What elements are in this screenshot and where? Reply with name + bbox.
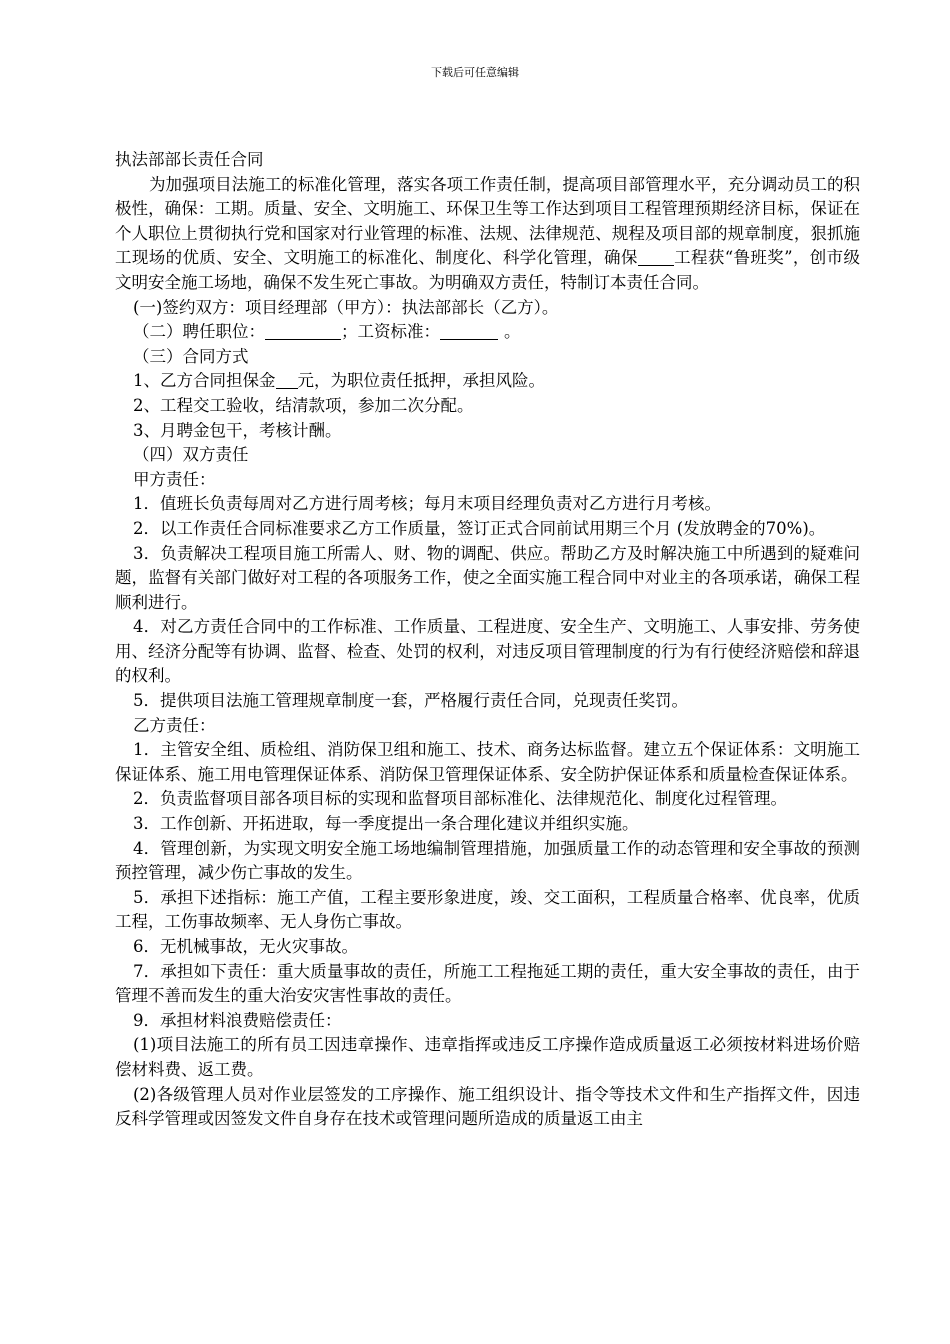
party-b-item-2: 2．负责监督项目部各项目标的实现和监督项目部标准化、法律规范化、制度化过程管理。 bbox=[133, 789, 787, 809]
party-a-item-3: 3．负责解决工程项目施工所需人、财、物的调配、供应。帮助乙方及时解决施工中所遇到的疑难问题，监督有关部门做好对工程的各项服务工作，使之全面实施工程合同中对业主的各项承诺，确保工程顺利进行。 bbox=[115, 543, 860, 612]
party-b-item-6: 6．无机械事故，无火灾事故。 bbox=[133, 937, 358, 956]
intro-paragraph bbox=[115, 173, 860, 296]
section-3-item-1 bbox=[115, 369, 860, 394]
document-title: 执法部部长责任合同 bbox=[115, 150, 264, 169]
section-1-parties: (一)签约双方：项目经理部（甲方）：执法部部长（乙方）。 bbox=[133, 297, 559, 317]
party-b-subitem-1: (1)项目法施工的所有员工因违章操作、违章指挥或违反工序操作造成质量返工必须按材料进场价赔偿材料费、返工费。 bbox=[115, 1035, 860, 1079]
deposit-tail: 元，为职位责任抵押，承担风险。 bbox=[297, 371, 545, 391]
party-a-item-2: 2．以工作责任合同标准要求乙方工作质量，签订正式合同前试用期三个月 (发放聘金的70%)。 bbox=[133, 518, 826, 538]
section-4-heading: （四）双方责任 bbox=[133, 445, 249, 465]
section-3-item-3: 3、月聘金包干，考核计酬。 bbox=[133, 420, 342, 440]
party-b-item-3: 3．工作创新、开拓进取，每一季度提出一条合理化建议并组织实施。 bbox=[133, 814, 639, 834]
party-b-item-1: 1．主管安全组、质检组、消防保卫组和施工、技术、商务达标监督。建立五个保证体系：文明施工保证体系、施工用电管理保证体系、消防保卫管理保证体系、安全防护保证体系和质量检查保证体系。 bbox=[115, 740, 860, 784]
party-a-item-4: 4．对乙方责任合同中的工作标准、工作质量、工程进度、安全生产、文明施工、人事安排、劳务使用、经济分配等有协调、监督、检查、处罚的权利，对违反项目管理制度的行为有行使经济赔偿和辞退的权利。 bbox=[115, 617, 860, 686]
project-name-blank bbox=[638, 249, 674, 266]
party-b-item-4: 4．管理创新，为实现文明安全施工场地编制管理措施，加强质量工作的动态管理和安全事故的预测预控管理，减少伤亡事故的发生。 bbox=[115, 838, 860, 883]
party-a-heading: 甲方责任： bbox=[133, 469, 216, 489]
position-label: （二）聘任职位： bbox=[133, 322, 265, 342]
section-3-heading: （三）合同方式 bbox=[133, 346, 249, 366]
intro-tail-text: 工程获“鲁班奖”，创市级文明安全施工场地，确保不发生死亡事故。为明确双方责任，特制订本责任合同。 bbox=[115, 248, 860, 292]
section-2-position bbox=[115, 320, 860, 345]
document-body bbox=[115, 148, 860, 1132]
section-2-end: 。 bbox=[504, 322, 521, 342]
party-a-item-5: 5．提供项目法施工管理规章制度一套，严格履行责任合同，兑现责任奖罚。 bbox=[133, 691, 688, 711]
intro-text: 为加强项目法施工的标准化管理，落实各项工作责任制，提高项目部管理水平，充分调动员工的积极性，确保：工期。质量、安全、文明施工、环保卫生等工作达到项目工程管理预期经济目标，保证在个人职位上贯彻执行党和国家对行业管理的标准、法规、法律规范、规程及项目部的规章制度，狠抓施工现场的优质、安全、文明施工的标准化、制度化、科学化管理，确保 bbox=[115, 174, 860, 268]
party-b-heading: 乙方责任： bbox=[133, 715, 216, 735]
salary-label: ；工资标准： bbox=[341, 322, 440, 342]
party-b-item-7: 7．承担如下责任：重大质量事故的责任，所施工工程拖延工期的责任，重大安全事故的责任，由于管理不善而发生的重大治安灾害性事故的责任。 bbox=[115, 961, 860, 1006]
position-blank bbox=[265, 323, 341, 340]
party-b-subitem-2: (2)各级管理人员对作业层签发的工序操作、施工组织设计、指令等技术文件和生产指挥文件，因违反科学管理或因签发文件自身存在技术或管理问题所造成的质量返工由主 bbox=[115, 1084, 860, 1129]
party-a-item-1: 1．值班长负责每周对乙方进行周考核；每月末项目经理负责对乙方进行月考核。 bbox=[133, 494, 721, 514]
salary-blank bbox=[440, 323, 498, 340]
section-3-item-2: 2、工程交工验收，结清款项，参加二次分配。 bbox=[133, 395, 474, 415]
deposit-blank bbox=[276, 372, 298, 389]
party-b-item-5: 5．承担下述指标：施工产值，工程主要形象进度，竣、交工面积，工程质量合格率、优良率，优质工程，工伤事故频率、无人身伤亡事故。 bbox=[115, 887, 860, 932]
deposit-label: 1、乙方合同担保金 bbox=[133, 371, 276, 391]
page-header: 下载后可任意编辑 bbox=[431, 66, 519, 79]
party-b-item-9: 9．承担材料浪费赔偿责任： bbox=[133, 1010, 342, 1030]
